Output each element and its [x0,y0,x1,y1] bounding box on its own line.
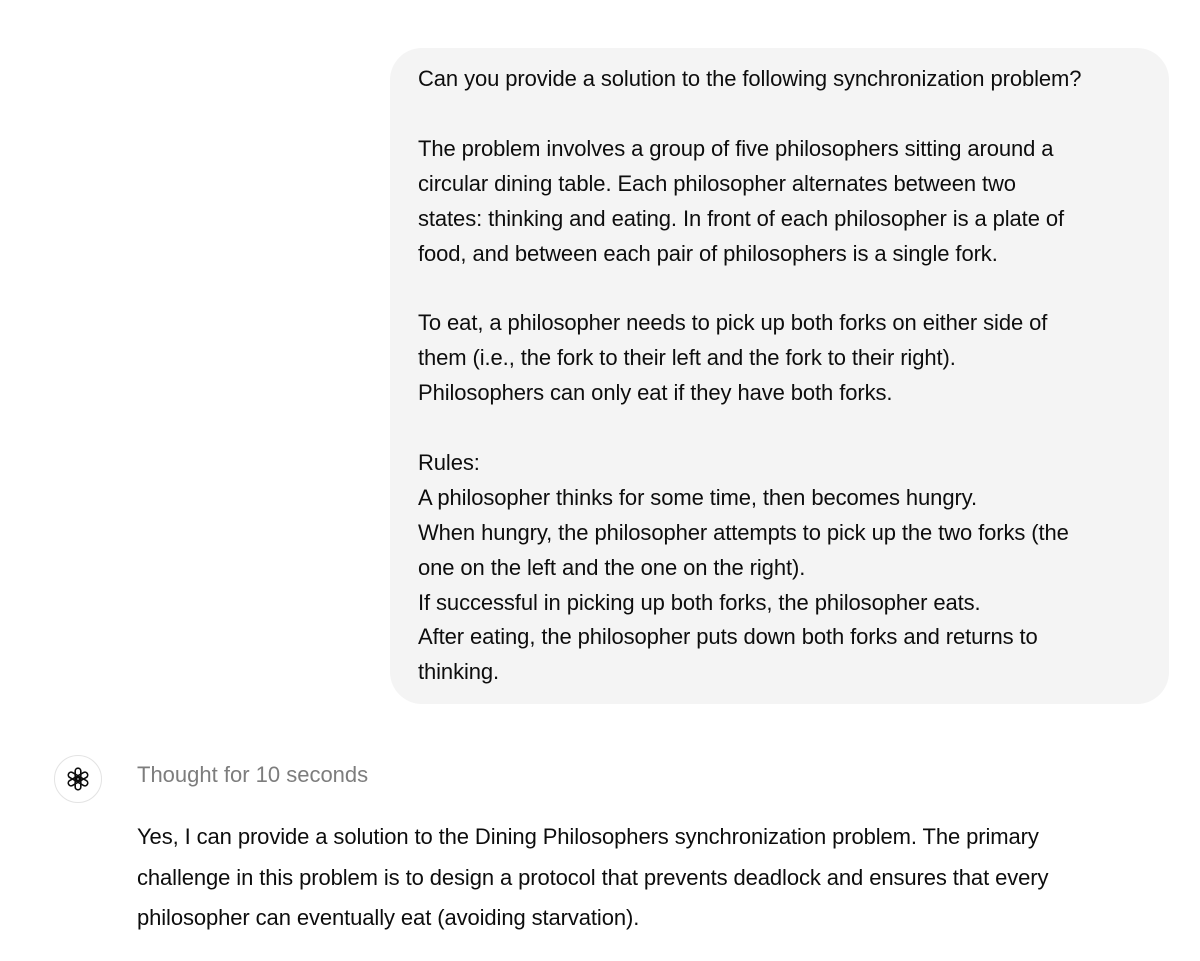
message-line: Can you provide a solution to the following synchronization problem? [418,66,1082,91]
message-line: After eating, the philosopher puts down both forks and returns to [418,624,1038,650]
user-message-paragraph [418,62,1149,97]
user-message-bubble [390,48,1169,704]
message-line: one on the left and the one on the right). [418,554,806,580]
user-message-paragraph [418,132,1149,272]
message-line: A philosopher thinks for some time, then becomes hungry. [418,484,977,510]
message-line: them (i.e., the fork to their left and the fork to their right). [418,345,956,371]
response-line: Yes, I can provide a solution to the Dining Philosophers synchronization problem. The primary [137,824,1039,849]
response-line: philosopher can eventually eat (avoiding starvation). [137,905,640,930]
message-line: circular dining table. Each philosopher alternates between two [418,170,1016,196]
openai-logo-icon [64,765,92,793]
assistant-response [137,817,1177,939]
message-line: states: thinking and eating. In front of each philosopher is a plate of [418,205,1064,231]
message-line: The problem involves a group of five philosophers sitting around a [418,135,1054,161]
user-message-paragraph [418,446,1149,690]
message-line: Rules: [418,449,480,475]
thought-duration-toggle[interactable]: Thought for 10 seconds [137,762,369,787]
response-line: challenge in this problem is to design a protocol that prevents deadlock and ensures that every [137,864,1049,890]
message-line: When hungry, the philosopher attempts to pick up the two forks (the [418,519,1069,545]
message-line: Philosophers can only eat if they have both forks. [418,380,893,406]
message-line: If successful in picking up both forks, the philosopher eats. [418,589,981,615]
message-line: thinking. [418,659,500,685]
assistant-avatar [54,755,102,803]
message-line: To eat, a philosopher needs to pick up both forks on either side of [418,310,1048,336]
message-line: food, and between each pair of philosophers is a single fork. [418,240,998,266]
user-message-paragraph [418,306,1149,411]
